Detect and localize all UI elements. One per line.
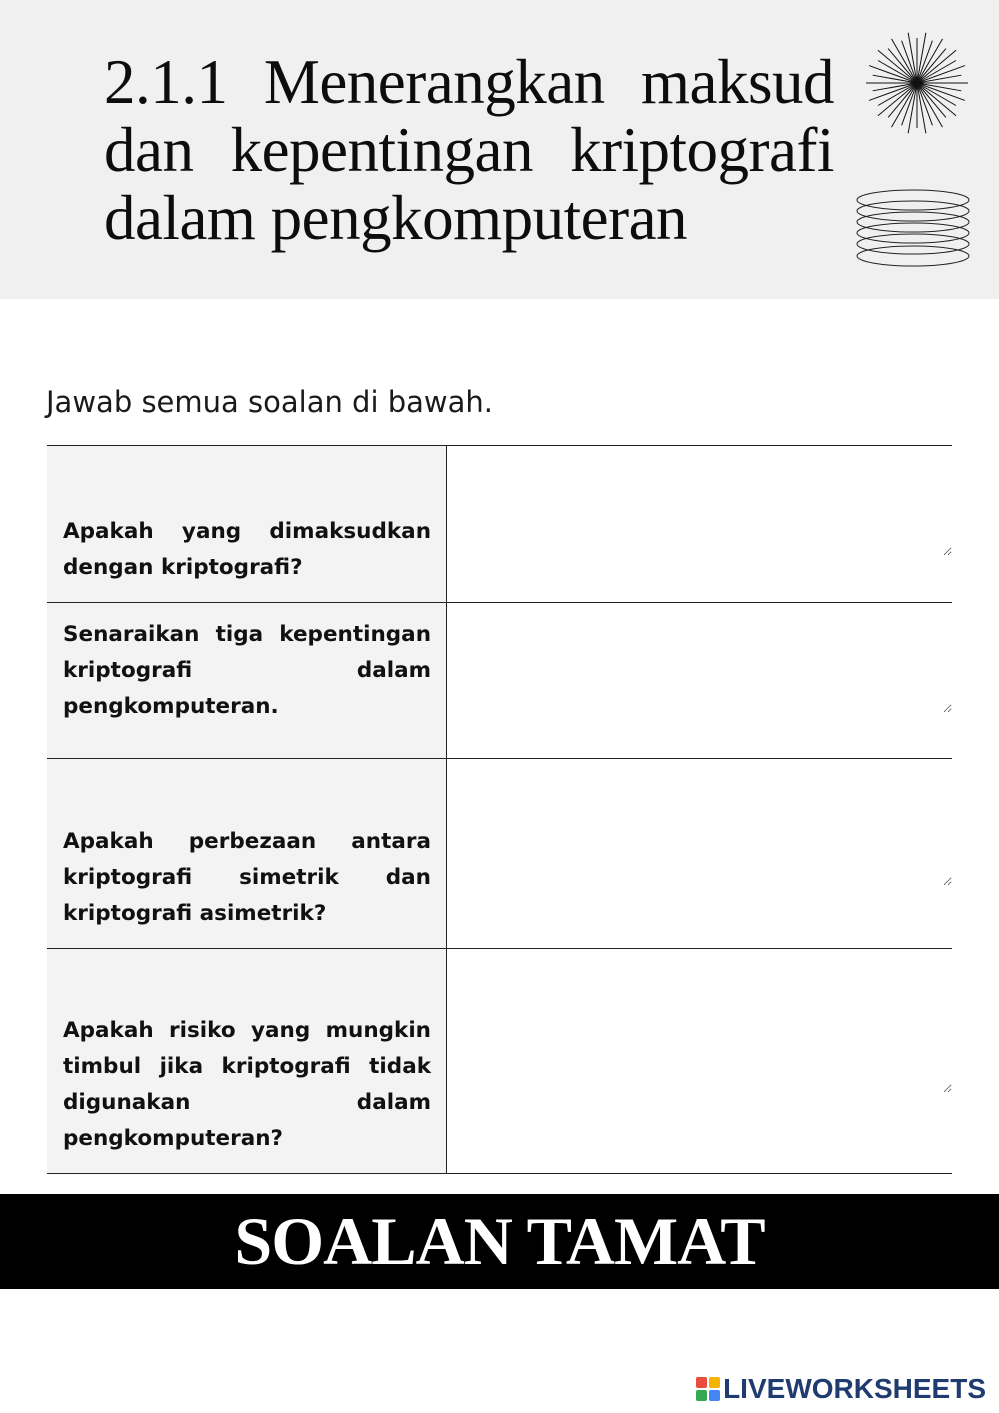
question-cell (47, 759, 447, 949)
question-cell (47, 446, 447, 603)
liveworksheets-logo-icon (696, 1377, 720, 1401)
answer-field[interactable] (447, 1025, 952, 1093)
starburst-icon (864, 30, 970, 136)
question-text: Apakah risiko yang mungkin timbul jika kriptografi tidak digunakan dalam pengkomputeran? (63, 1018, 431, 1151)
page-title: 2.1.1 Menerangkan maksud dan kepentingan kriptografi dalam pengkomputeran (104, 47, 834, 253)
question-text: Apakah perbezaan antara kriptografi simetrik dan kriptografi asimetrik? (63, 829, 431, 926)
question-cell (47, 949, 447, 1174)
stacked-rings-icon (854, 186, 972, 272)
logo-square (709, 1390, 720, 1401)
question-text: Apakah yang dimaksudkan dengan kriptografi? (63, 519, 431, 580)
brand-name: LIVEWORKSHEETS (723, 1373, 986, 1404)
logo-square (696, 1377, 707, 1388)
footer-text: SOALAN TAMAT (234, 1203, 765, 1279)
question-cell (47, 603, 447, 759)
question-row (47, 603, 952, 759)
liveworksheets-logo[interactable] (696, 1372, 986, 1406)
header-band (0, 0, 999, 299)
answer-field[interactable] (447, 488, 952, 556)
question-table (47, 445, 952, 1174)
answer-cell (447, 446, 953, 603)
logo-square (696, 1390, 707, 1401)
question-row (47, 759, 952, 949)
answer-field[interactable] (447, 645, 952, 713)
answer-cell (447, 603, 953, 759)
answer-cell (447, 949, 953, 1174)
logo-square (709, 1377, 720, 1388)
instruction-text: Jawab semua soalan di bawah. (46, 385, 494, 419)
answer-cell (447, 759, 953, 949)
question-row (47, 446, 952, 603)
footer-bar (0, 1194, 999, 1289)
answer-field[interactable] (447, 818, 952, 886)
question-row (47, 949, 952, 1174)
question-text: Senaraikan tiga kepentingan kriptografi dalam pengkomputeran. (63, 622, 431, 719)
